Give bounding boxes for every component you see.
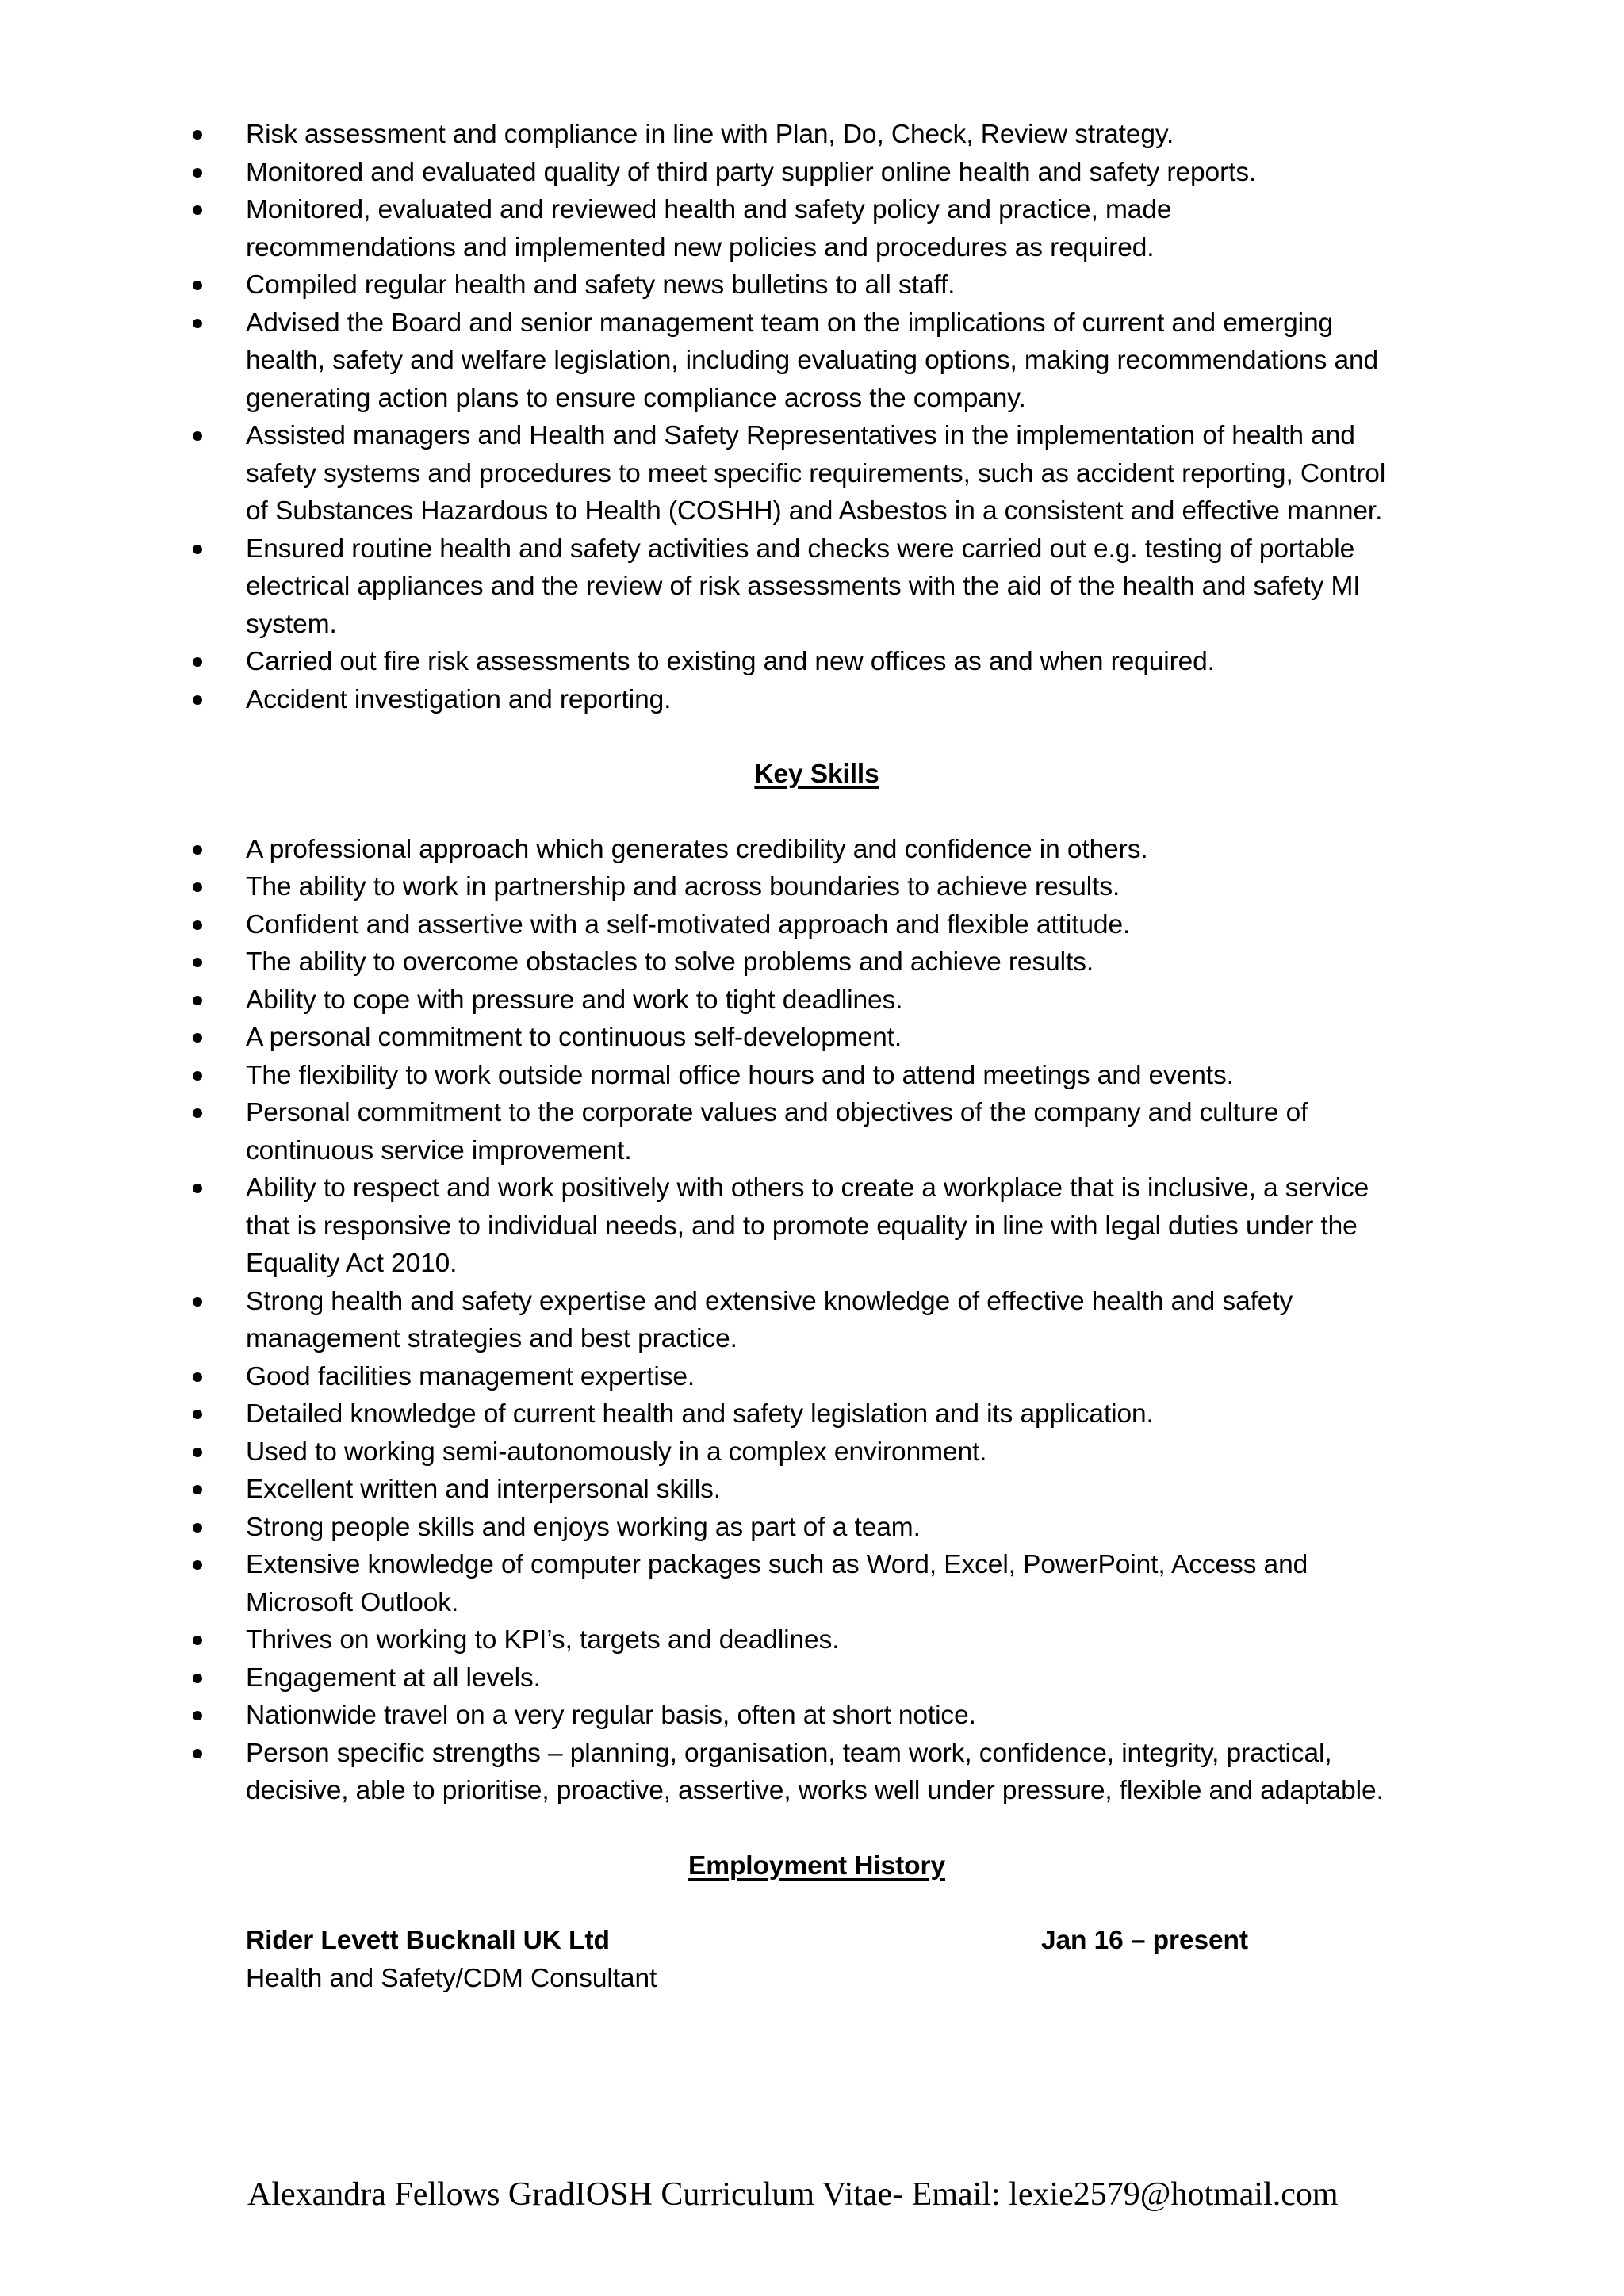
list-item: Ability to respect and work positively with others to create a workplace that is inclusive, a service that is responsive to individual needs, and to promote equality in line with legal duties under the Equality Act 2010. [246,1169,1388,1283]
list-item: Personal commitment to the corporate values and objectives of the company and culture of continuous service improvement. [246,1094,1388,1169]
list-item: Used to working semi-autonomously in a complex environment. [246,1433,1388,1471]
list-item: Ensured routine health and safety activities and checks were carried out e.g. testing of portable electrical appliances and the review of risk assessments with the aid of the health and safety MI system. [246,530,1388,644]
spacer [246,1885,1388,1922]
list-item: The ability to overcome obstacles to solve problems and achieve results. [246,943,1388,982]
list-item: Accident investigation and reporting. [246,681,1388,719]
list-item: Advised the Board and senior management team on the implications of current and emerging health, safety and welfare legislation, including evaluating options, making recommendations and generating action plans to ensure compliance across the company. [246,304,1388,418]
page-footer: Alexandra Fellows GradIOSH Curriculum Vitae- Email: lexie2579@hotmail.com [247,2176,1339,2213]
list-item: Strong people skills and enjoys working as part of a team. [246,1509,1388,1547]
job-dates: Jan 16 – present [1041,1926,1248,1955]
job-title: Health and Safety/CDM Consultant [246,1963,657,1993]
list-item: Good facilities management expertise. [246,1358,1388,1396]
list-item: Carried out fire risk assessments to existing and new offices as and when required. [246,643,1388,681]
spacer [246,1810,1388,1847]
job-employer: Rider Levett Bucknall UK Ltd [246,1926,610,1955]
job-header [246,1922,1388,1960]
list-item: The flexibility to work outside normal office hours and to attend meetings and events. [246,1057,1388,1095]
key-skills-heading: Key Skills [754,760,879,789]
responsibilities-list [246,116,1388,718]
list-item: Compiled regular health and safety news bulletins to all staff. [246,266,1388,304]
list-item: A professional approach which generates credibility and confidence in others. [246,831,1388,869]
list-item: Excellent written and interpersonal skills. [246,1471,1388,1509]
list-item: Monitored and evaluated quality of third party supplier online health and safety reports. [246,154,1388,192]
cv-content [246,116,1388,1997]
list-item: Nationwide travel on a very regular basis, often at short notice. [246,1697,1388,1735]
list-item: Extensive knowledge of computer packages such as Word, Excel, PowerPoint, Access and Microsoft Outlook. [246,1546,1388,1621]
list-item: A personal commitment to continuous self-development. [246,1019,1388,1057]
list-item: Engagement at all levels. [246,1659,1388,1697]
employment-history-heading: Employment History [688,1850,945,1881]
list-item: Confident and assertive with a self-motivated approach and flexible attitude. [246,906,1388,944]
job-entry [246,1922,1388,1997]
list-item: Strong health and safety expertise and extensive knowledge of effective health and safety management strategies and best practice. [246,1283,1388,1358]
spacer [246,794,1388,831]
spacer [246,718,1388,756]
list-item: Assisted managers and Health and Safety Representatives in the implementation of health and safety systems and procedures to meet specific requirements, such as accident reporting, Control of Substances Hazardous to Health (COSHH) and Asbestos in a consistent and effective manner. [246,417,1388,530]
list-item: Monitored, evaluated and reviewed health and safety policy and practice, made recommendations and implemented new policies and procedures as required. [246,191,1388,266]
key-skills-list [246,831,1388,1810]
list-item: Risk assessment and compliance in line with Plan, Do, Check, Review strategy. [246,116,1388,154]
list-item: Person specific strengths – planning, organisation, team work, confidence, integrity, practical, decisive, able to prioritise, proactive, assertive, works well under pressure, flexible and adaptable. [246,1735,1388,1810]
list-item: Thrives on working to KPI’s, targets and deadlines. [246,1621,1388,1659]
list-item: Detailed knowledge of current health and safety legislation and its application. [246,1395,1388,1433]
list-item: Ability to cope with pressure and work to tight deadlines. [246,982,1388,1020]
list-item: The ability to work in partnership and across boundaries to achieve results. [246,868,1388,906]
